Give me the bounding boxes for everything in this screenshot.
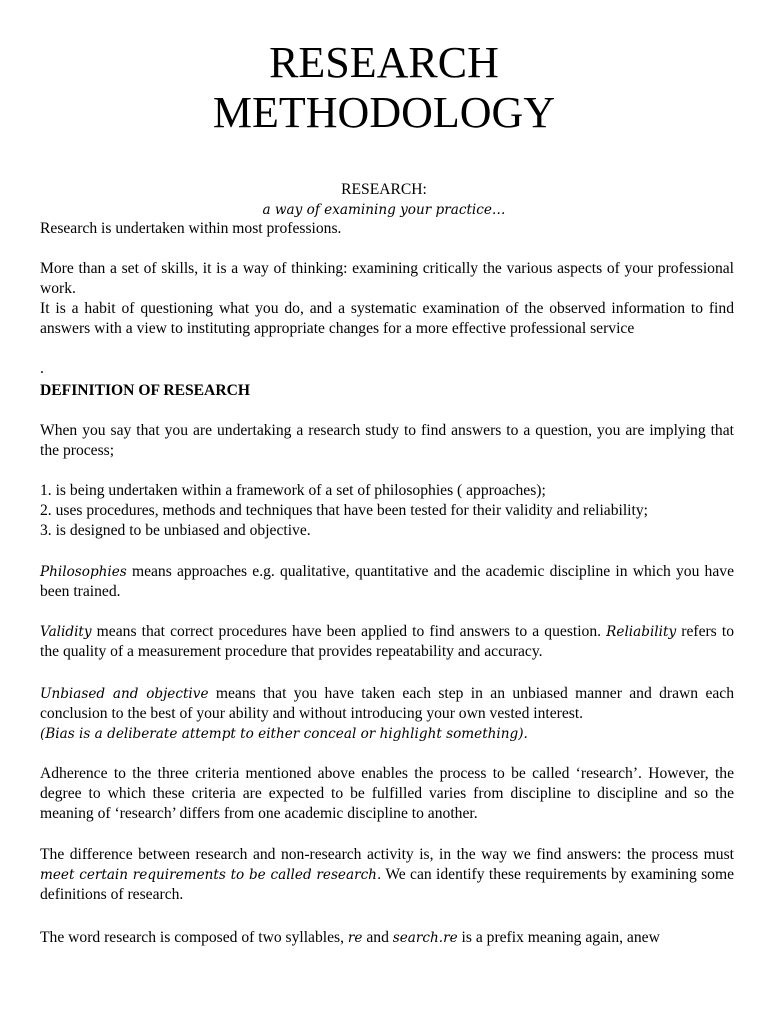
list-item: 1. is being undertaken within a framework of a set of philosophies ( approaches); xyxy=(40,482,546,499)
difference-text-2: We can identify these requirements by examining some definitions of research. xyxy=(40,866,734,903)
undertaking-paragraph: When you say that you are undertaking a research study to find answers to a question, you are implying that the process; xyxy=(40,422,734,459)
bias-note: (Bias is a deliberate attempt to either conceal or highlight something). xyxy=(40,726,528,742)
list-item: 3. is designed to be unbiased and objective. xyxy=(40,522,311,539)
section-heading: RESEARCH: xyxy=(341,181,427,198)
adherence-paragraph: Adherence to the three criteria mentioned above enables the process to be called ‘research’. However, the degree to which these criteria are expected to be fulfilled varies from discipline to discipline and so the meaning of ‘research’ differs from one academic discipline to another. xyxy=(40,765,734,822)
re-term: re xyxy=(347,930,363,946)
reliability-term: Reliability xyxy=(606,624,677,640)
word-research-text: The word research is composed of two syllables, xyxy=(40,929,348,946)
difference-text: The difference between research and non-research activity is, in the way we find answers: the process must xyxy=(40,846,734,863)
document-title xyxy=(0,38,768,138)
difference-paragraph xyxy=(40,845,734,905)
validity-paragraph xyxy=(40,622,734,662)
title-line-1: RESEARCH xyxy=(269,38,499,87)
unbiased-paragraph xyxy=(40,684,734,744)
requirements-phrase: meet certain requirements to be called research. xyxy=(40,867,382,883)
philosophies-term: Philosophies xyxy=(40,564,127,580)
philosophies-paragraph xyxy=(40,562,734,602)
validity-text: means that correct procedures have been applied to find answers to a question. xyxy=(91,623,607,640)
habit-paragraph: It is a habit of questioning what you do, and a systematic examination of the observed information to find answers with a view to instituting appropriate changes for a more effective professional service xyxy=(40,300,734,337)
word-research-paragraph xyxy=(40,928,734,948)
intro-paragraph: Research is undertaken within most professions. xyxy=(40,220,342,237)
search-term: search.re xyxy=(392,930,458,946)
definition-heading: DEFINITION OF RESEARCH xyxy=(40,382,250,399)
unbiased-text: means that you have taken each step in an unbiased manner and drawn each conclusion to the best of your ability and without introducing your own vested interest. xyxy=(40,685,734,722)
word-research-text-2: and xyxy=(362,929,393,946)
criteria-list xyxy=(40,481,734,541)
tagline: a way of examining your practice… xyxy=(262,202,506,218)
skills-paragraph: More than a set of skills, it is a way of thinking: examining critically the various aspects of your professional work. xyxy=(40,260,734,297)
stray-dot: . xyxy=(40,360,44,377)
title-line-2: METHODOLOGY xyxy=(212,88,556,137)
unbiased-term: Unbiased and objective xyxy=(40,686,209,702)
list-item: 2. uses procedures, methods and techniques that have been tested for their validity and reliability; xyxy=(40,502,648,519)
reliability-text: refers to the quality of a measurement procedure that provides repeatability and accuracy. xyxy=(40,623,734,660)
philosophies-text: means approaches e.g. qualitative, quantitative and the academic discipline in which you have been trained. xyxy=(40,563,734,600)
word-research-text-3: is a prefix meaning again, anew xyxy=(457,929,660,946)
validity-term: Validity xyxy=(40,624,92,640)
